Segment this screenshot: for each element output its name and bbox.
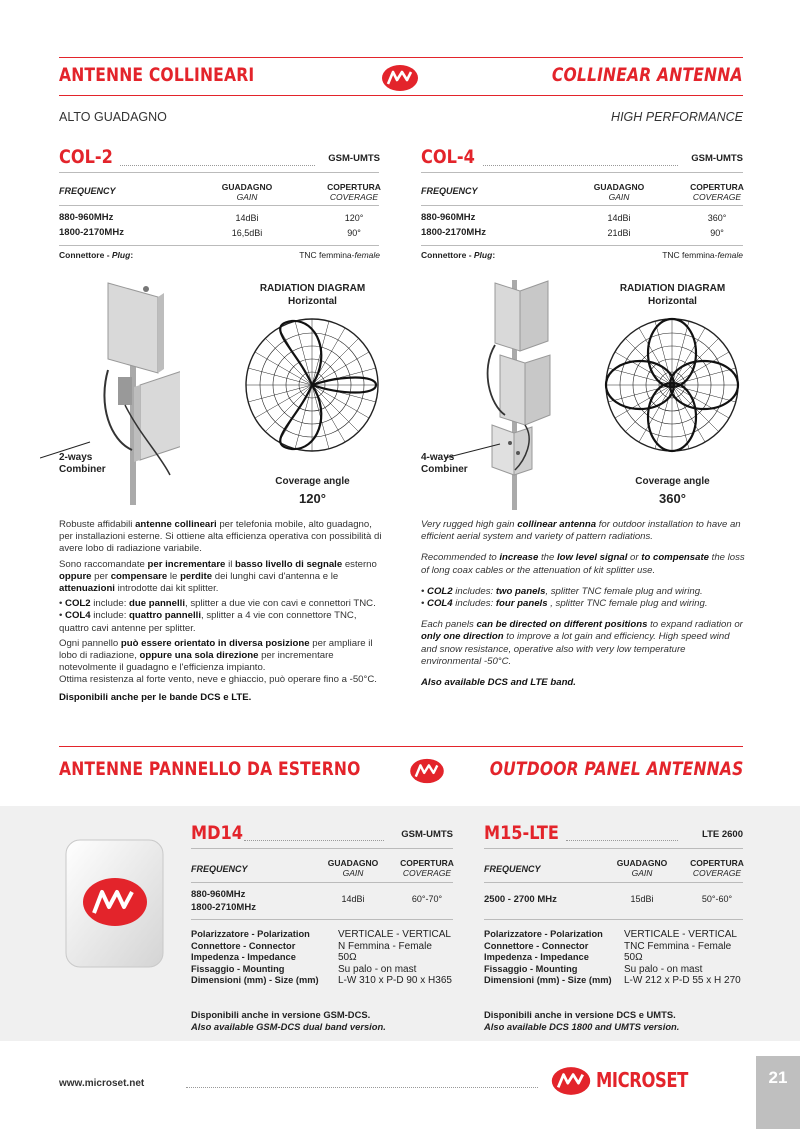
col4-connector-label: Connettore - Plug:: [421, 250, 496, 260]
md14-footnote: [191, 1009, 386, 1033]
spec-label-mounting: Fissaggio - Mounting: [484, 963, 578, 974]
description-it: Robuste affidabili antenne collineari per telefonia mobile, alto guadagno, per installazioni esterne. Si ottiene alta efficienza operativa con possibilità di avere lobo di radiazione variabile. Sono raccomandate per incrementare il basso livello di segnale esterno oppure per compensare le perdite dei lunghi cavi d'antenna e le attenuazioni introdotte dai kit splitter. • COL2 include: due pannelli, splitter a due vie con cavi e connettori TNC. • COL4 include: quattro pannelli, splitter a 4 vie con connettore TNC, quattro cavi antenne per splitter. Ogni pannello può essere orientato in diversa posizione per ampliare il lobo di radiazione, oppure una sola direzione per incrementare notevolmente il guadagno e l'efficienza impianto. Ottima resistenza al forte vento, neve e ghiaccio, può operare fino a -50°C. Disponibili anche per le bande DCS e LTE.: [59, 519, 382, 703]
subtitle-en: HIGH PERFORMANCE: [611, 110, 743, 124]
col2-gain-header: [212, 182, 282, 202]
mid-rule: [59, 746, 743, 747]
col4-coverage-header-it: COPERTURA: [690, 182, 744, 192]
col2-row-coverage: 90°: [347, 228, 361, 238]
md14-coverage-header: [393, 858, 461, 878]
divider: [191, 882, 453, 883]
col4-combiner-line2: Combiner: [421, 464, 468, 475]
col4-row-gain: 21dBi: [607, 228, 631, 238]
col4-coverage-label: Coverage angle: [635, 476, 710, 487]
footer-brand: MICROSET: [596, 1068, 688, 1092]
col4-antenna-image: [470, 275, 560, 515]
m15-band: LTE 2600: [701, 829, 743, 840]
col4-coverage-header-en: COVERAGE: [692, 192, 742, 202]
col4-gain-header-it: GUADAGNO: [593, 182, 645, 192]
col4-frequency-header: FREQUENCY: [421, 186, 478, 196]
mid-title-en: OUTDOOR PANEL ANTENNAS: [489, 758, 743, 780]
description-en: Very rugged high gain collinear antenna for outdoor installation to have an efficient aerial system and variety of pattern radiations. Recommended to increase the low level signal or to compensate the loss of long coax cables or the attenuation of kit splitter use. • COL2 includes: two panels, splitter TNC female plug and wiring. • COL4 includes: four panels , splitter TNC female plug and wiring. Each panels can be directed on different positions to expand radiation or only one direction to improve a lot gain and efficiency. High speed wind and snow resistance, operative also with very low temperature environmental -50°C. Also available DCS and LTE band.: [421, 519, 745, 689]
footer-dotted-line: [186, 1087, 538, 1088]
page-number: 21: [768, 1068, 788, 1087]
m15-dotted-line: [566, 840, 678, 841]
m15-coverage-header-it: COPERTURA: [690, 858, 744, 868]
col2-coverage: [240, 475, 385, 505]
spec-label-impedance: Impedenza - Impedance: [191, 952, 296, 963]
col4-connector-value-it: TNC femmina-: [662, 250, 718, 260]
col2-row-gain: 16,5dBi: [231, 228, 263, 238]
col4-band: GSM-UMTS: [691, 153, 743, 164]
m15-mounting: Su palo - on mast: [624, 963, 703, 975]
col2-band: GSM-UMTS: [328, 153, 380, 164]
footer-url[interactable]: www.microset.net: [59, 1078, 145, 1089]
md14-footnote-it: Disponibili anche in versione GSM-DCS.: [191, 1009, 371, 1020]
col4-coverage: [600, 475, 745, 505]
md14-dotted-line: [244, 840, 384, 841]
spec-label-connector: Connettore - Connector: [484, 940, 589, 951]
col2-combiner-line1: 2-ways: [59, 452, 93, 463]
col2-coverage-header-en: COVERAGE: [329, 192, 379, 202]
col4-row-gain: 14dBi: [607, 213, 631, 223]
md14-mounting: Su palo - on mast: [338, 963, 417, 975]
divider: [59, 245, 379, 246]
md14-spec-labels: [191, 929, 319, 987]
col2-coverage-header: [318, 182, 390, 202]
m15-freq: 2500 - 2700 MHz: [484, 894, 557, 905]
col4-combiner: [421, 452, 468, 476]
spec-label-polarization: Polarizzatore - Polarization: [191, 929, 310, 939]
m15-gain-header: [607, 858, 677, 878]
md14-coverage-header-it: COPERTURA: [400, 858, 454, 868]
divider: [421, 172, 743, 173]
col2-connector-label: Connettore - Plug:: [59, 250, 134, 260]
m15-model: M15-LTE: [484, 822, 559, 844]
md14-band: GSM-UMTS: [401, 829, 453, 840]
md14-frequency-header: FREQUENCY: [191, 864, 248, 874]
col4-connector-label-en: Plug: [473, 250, 493, 260]
top-rule-2: [59, 95, 743, 96]
divider: [484, 848, 743, 849]
spec-label-dimensions: Dimensioni (mm) - Size (mm): [191, 975, 319, 986]
page-number-box: [756, 1056, 800, 1129]
md14-polarization: VERTICALE - VERTICAL: [338, 929, 451, 940]
col2-gain-header-it: GUADAGNO: [221, 182, 273, 192]
m15-footnote: [484, 1009, 679, 1033]
col4-row-freq: 880-960MHz: [421, 212, 476, 223]
subtitle-it: ALTO GUADAGNO: [59, 110, 167, 124]
col4-gain-header: [584, 182, 654, 202]
m15-coverage-header-en: COVERAGE: [692, 868, 742, 878]
md14-coverage: 60°-70°: [411, 894, 443, 904]
m15-coverage: 50°-60°: [701, 894, 733, 904]
col4-gain-header-en: GAIN: [608, 192, 630, 202]
spec-label-dimensions: Dimensioni (mm) - Size (mm): [484, 975, 612, 986]
title-en: COLLINEAR ANTENNA: [552, 64, 743, 86]
md14-coverage-header-en: COVERAGE: [402, 868, 452, 878]
col4-radiation-diagram: [602, 315, 742, 455]
col2-radiation-sub: Horizontal: [288, 296, 337, 307]
m15-gain-header-it: GUADAGNO: [616, 858, 668, 868]
col2-connector-value: [290, 250, 380, 260]
m15-spec-labels: [484, 929, 612, 987]
col2-model: COL-2: [59, 146, 113, 168]
md14-dimensions: L-W 310 x P-D 90 x H365: [338, 975, 452, 987]
col4-row-freq: 1800-2170MHz: [421, 227, 486, 238]
top-rule: [59, 57, 743, 58]
col2-dotted-line: [120, 165, 315, 166]
spec-label-impedance: Impedenza - Impedance: [484, 952, 589, 963]
m15-footnote-it: Disponibili anche in versione DCS e UMTS.: [484, 1009, 676, 1020]
m15-footnote-en: Also available DCS 1800 and UMTS version.: [484, 1021, 680, 1032]
divider: [484, 919, 743, 920]
md14-gain-header-it: GUADAGNO: [327, 858, 379, 868]
col2-radiation-title-text: RADIATION DIAGRAM: [259, 283, 366, 294]
microset-logo-icon: [548, 1065, 594, 1097]
col2-coverage-angle: 120°: [299, 491, 326, 506]
m15-polarization: VERTICALE - VERTICAL: [624, 929, 737, 940]
divider: [59, 172, 379, 173]
md14-gain: 14dBi: [341, 894, 365, 904]
col2-coverage-label: Coverage angle: [275, 476, 350, 487]
microset-logo-icon: [380, 63, 420, 93]
m15-gain-header-en: GAIN: [631, 868, 653, 878]
col2-row-freq: 880-960MHz: [59, 212, 114, 223]
microset-logo-icon: [408, 757, 446, 785]
col2-row-coverage: 120°: [344, 213, 364, 223]
m15-dimensions: L-W 212 x P-D 55 x H 270: [624, 975, 741, 987]
divider: [59, 205, 379, 206]
col2-connector-value-en: female: [354, 250, 380, 260]
col4-connector-value: [653, 250, 743, 260]
col2-frequency-header: FREQUENCY: [59, 186, 116, 196]
md14-freq: [191, 888, 256, 914]
col4-radiation-title-text: RADIATION DIAGRAM: [619, 283, 726, 294]
col2-gain-header-en: GAIN: [236, 192, 258, 202]
col2-combiner: [59, 452, 106, 476]
mid-title-it: ANTENNE PANNELLO DA ESTERNO: [59, 758, 361, 780]
col2-radiation-title: [240, 282, 385, 308]
spec-label-mounting: Fissaggio - Mounting: [191, 963, 285, 974]
title-it: ANTENNE COLLINEARI: [59, 64, 255, 86]
col4-radiation-title: [600, 282, 745, 308]
md14-antenna-image: [62, 836, 167, 971]
divider: [421, 205, 743, 206]
col4-coverage-header: [681, 182, 753, 202]
col4-combiner-line1: 4-ways: [421, 452, 455, 463]
col4-dotted-line: [483, 165, 678, 166]
col4-model: COL-4: [421, 146, 475, 168]
col2-connector-label-it: Connettore -: [59, 250, 112, 260]
col2-connector-label-en: Plug: [111, 250, 131, 260]
md14-impedance: 50Ω: [338, 952, 357, 964]
m15-gain: 15dBi: [630, 894, 654, 904]
md14-gain-header: [318, 858, 388, 878]
md14-model: MD14: [191, 822, 243, 844]
col2-row-gain: 14dBi: [235, 213, 259, 223]
col2-radiation-diagram: [242, 315, 382, 455]
md14-gain-header-en: GAIN: [342, 868, 364, 878]
spec-label-connector: Connettore - Connector: [191, 940, 296, 951]
col4-radiation-sub: Horizontal: [648, 296, 697, 307]
spec-label-polarization: Polarizzatore - Polarization: [484, 929, 603, 939]
divider: [484, 882, 743, 883]
col4-connector-value-en: female: [717, 250, 743, 260]
md14-spec-values: [338, 929, 452, 987]
m15-connector: TNC Femmina - Female: [624, 940, 732, 952]
col2-row-freq: 1800-2170MHz: [59, 227, 124, 238]
col2-combiner-line2: Combiner: [59, 464, 106, 475]
col4-row-coverage: 90°: [710, 228, 724, 238]
col2-coverage-header-it: COPERTURA: [327, 182, 381, 192]
col4-coverage-angle: 360°: [659, 491, 686, 506]
m15-spec-values: [624, 929, 741, 987]
md14-footnote-en: Also available GSM-DCS dual band version.: [191, 1021, 386, 1032]
md14-connector: N Femmina - Female: [338, 940, 432, 952]
divider: [191, 919, 453, 920]
m15-coverage-header: [683, 858, 751, 878]
m15-frequency-header: FREQUENCY: [484, 864, 541, 874]
md14-freq-2: 1800-2710MHz: [191, 902, 256, 913]
divider: [191, 848, 453, 849]
col2-connector-value-it: TNC femmina-: [299, 250, 355, 260]
col4-row-coverage: 360°: [707, 213, 727, 223]
m15-impedance: 50Ω: [624, 952, 643, 964]
divider: [421, 245, 743, 246]
md14-freq-1: 880-960MHz: [191, 889, 246, 900]
col4-connector-label-it: Connettore -: [421, 250, 474, 260]
